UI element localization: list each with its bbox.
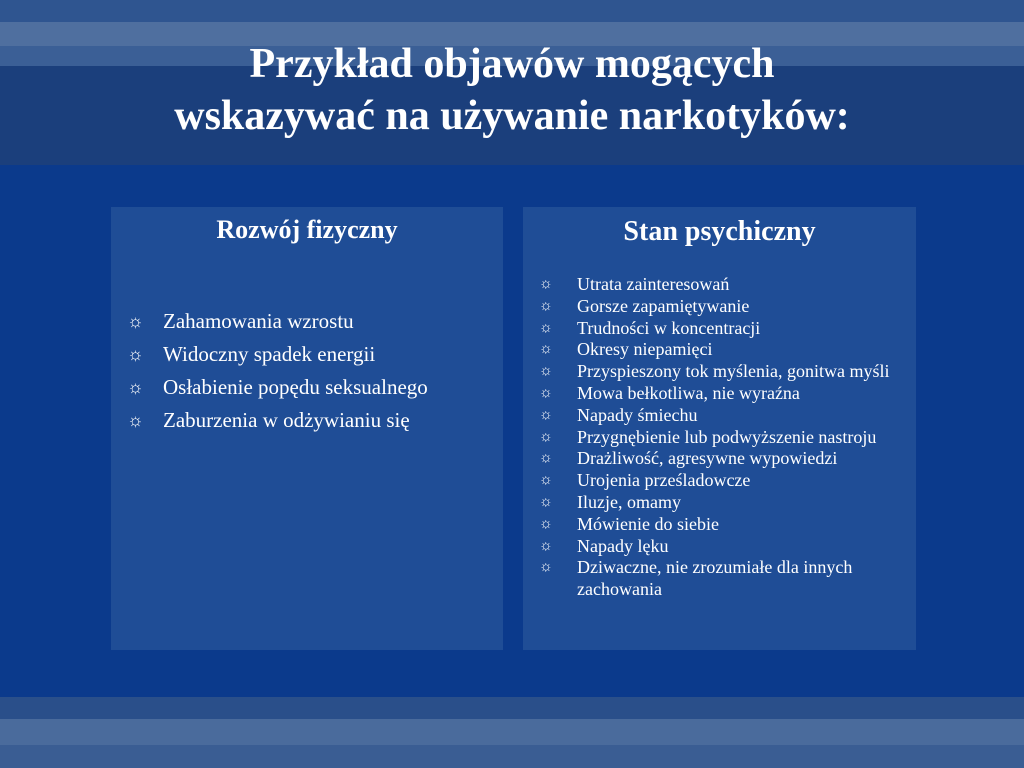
list-item [539, 361, 902, 383]
mental-symptoms-list [523, 274, 916, 601]
sun-bullet-icon: ☼ [539, 450, 553, 467]
list-item-text: Napady śmiechu [577, 404, 698, 425]
list-item [539, 557, 902, 601]
list-item [127, 371, 493, 404]
list-item [539, 448, 902, 470]
list-item-text: Utrata zainteresowań [577, 274, 730, 294]
sun-bullet-icon: ☼ [539, 276, 553, 292]
list-item-text: Mowa bełkotliwa, nie wyraźna [577, 382, 800, 403]
list-item-text: Gorsze zapamiętywanie [577, 295, 750, 316]
list-item [127, 338, 493, 371]
sun-bullet-icon: ☼ [539, 363, 553, 380]
list-item [539, 492, 902, 514]
sun-bullet-icon: ☼ [539, 472, 553, 489]
footer-band [0, 719, 1024, 745]
slide-title [0, 38, 1024, 142]
sun-bullet-icon: ☼ [539, 559, 553, 576]
list-item-text: Urojenia prześladowcze [577, 470, 751, 491]
panel-heading: Rozwój fizyczny [216, 215, 398, 244]
list-item-text: Przyspieszony tok myślenia, gonitwa myśli [577, 361, 890, 382]
list-item-text: Zahamowania wzrostu [163, 309, 354, 333]
sun-bullet-icon: ☼ [539, 341, 553, 358]
sun-bullet-icon: ☼ [539, 537, 553, 554]
footer-band [0, 745, 1024, 768]
sun-bullet-icon: ☼ [127, 410, 144, 430]
list-item [539, 427, 902, 449]
list-item-text: Dziwaczne, nie zrozumiałe dla innych zachowania [577, 557, 853, 600]
slide-title-line: Przykład objawów mogących [249, 41, 775, 87]
physical-symptoms-list [111, 305, 503, 437]
list-item [127, 404, 493, 437]
sun-bullet-icon: ☼ [539, 428, 553, 445]
slide-title-line: wskazywać na używanie narkotyków: [174, 93, 850, 139]
list-item-text: Przygnębienie lub podwyższenie nastroju [577, 426, 877, 447]
list-item [539, 318, 902, 340]
list-item-text: Trudności w koncentracji [577, 317, 761, 338]
sun-bullet-icon: ☼ [539, 384, 553, 401]
sun-bullet-icon: ☼ [539, 515, 553, 532]
sun-bullet-icon: ☼ [539, 406, 553, 423]
list-item [539, 536, 902, 558]
sun-bullet-icon: ☼ [539, 493, 553, 510]
sun-bullet-icon: ☼ [539, 297, 553, 314]
list-item-text: Napady lęku [577, 535, 669, 556]
list-item [539, 383, 902, 405]
list-item [539, 514, 902, 536]
list-item-text: Okresy niepamięci [577, 339, 713, 360]
list-item-text: Drażliwość, agresywne wypowiedzi [577, 448, 838, 469]
list-item-text: Osłabienie popędu seksualnego [163, 375, 428, 399]
list-item [539, 274, 902, 296]
sun-bullet-icon: ☼ [127, 344, 144, 364]
sun-bullet-icon: ☼ [127, 377, 144, 397]
list-item [127, 305, 493, 338]
list-item-text: Zaburzenia w odżywianiu się [163, 408, 410, 432]
list-item [539, 296, 902, 318]
list-item-text: Mówienie do siebie [577, 513, 719, 534]
footer-band [0, 697, 1024, 719]
sun-bullet-icon: ☼ [127, 311, 144, 331]
header-stripe [0, 0, 1024, 22]
list-item-text: Widoczny spadek energii [163, 342, 376, 366]
list-item [539, 339, 902, 361]
mental-state-panel [523, 207, 916, 650]
sun-bullet-icon: ☼ [539, 319, 553, 336]
physical-development-panel [111, 207, 503, 650]
list-item [539, 470, 902, 492]
list-item [539, 405, 902, 427]
list-item-text: Iluzje, omamy [577, 491, 681, 512]
panel-heading: Stan psychiczny [623, 216, 816, 247]
